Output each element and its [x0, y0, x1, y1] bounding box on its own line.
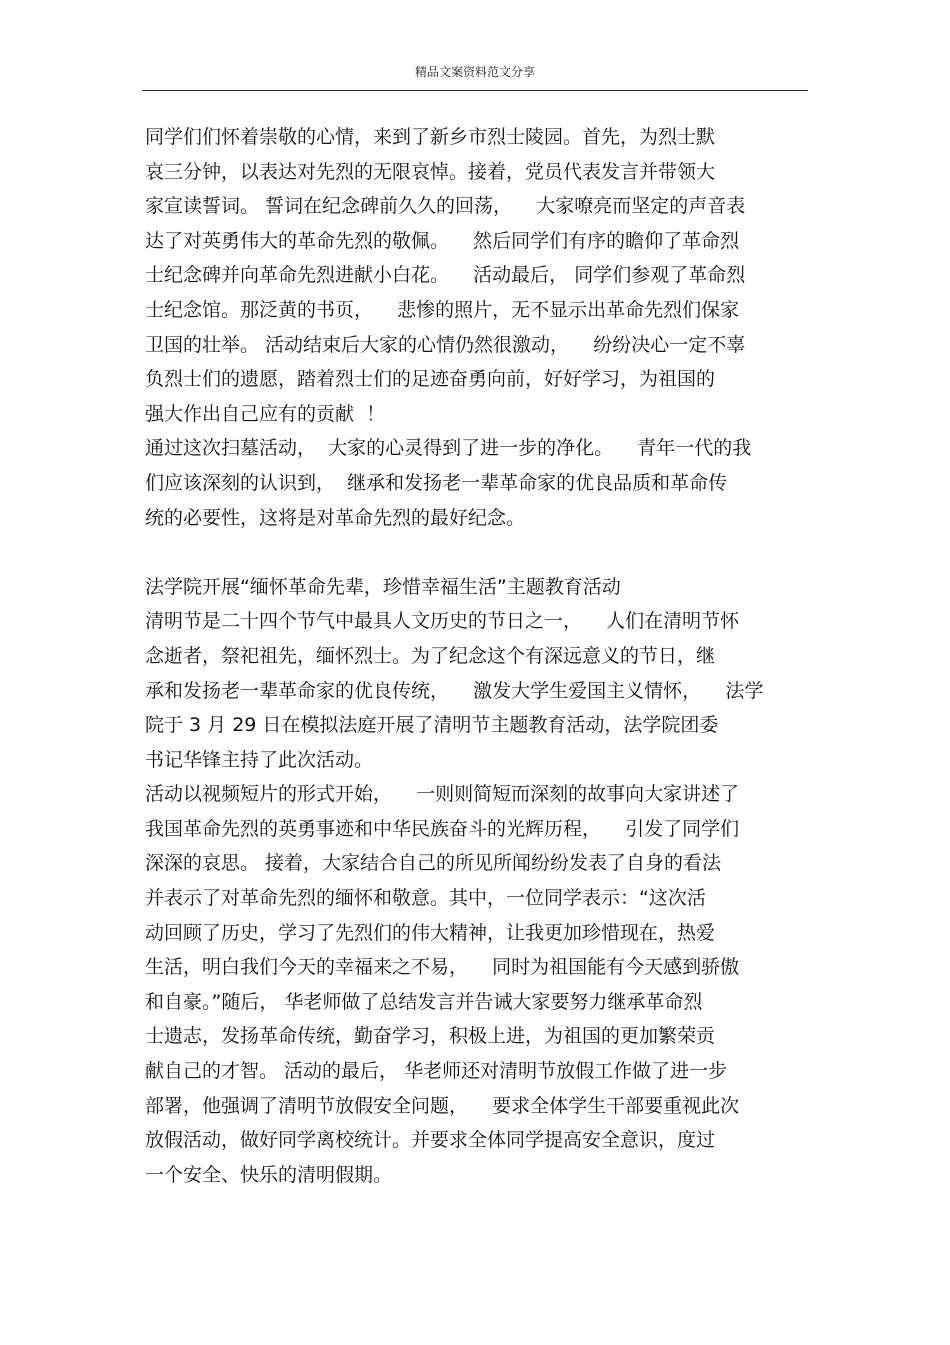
- text-line: 院于 3 月 29 日在模拟法庭开展了清明节主题教育活动，法学院团委: [145, 714, 719, 737]
- text-line: 家宣读誓词。 誓词在纪念碑前久久的回荡， 大家嘹亮而坚定的声音表: [145, 195, 746, 218]
- text-line: 书记华锋主持了此次活动。: [145, 748, 374, 771]
- text-line: 我国革命先烈的英勇事迹和中华民族奋斗的光辉历程， 引发了同学们: [145, 817, 740, 840]
- text-line: 统的必要性，这将是对革命先烈的最好纪念。: [145, 506, 526, 529]
- text-line: 们应该深刻的认识到， 继承和发扬老一辈革命家的优良品质和革命传: [145, 471, 728, 494]
- paragraph-qingming-intro: [145, 604, 815, 777]
- text-line: 念逝者，祭祀祖先，缅怀烈士。为了纪念这个有深远意义的节日，继: [145, 644, 716, 667]
- text-line: 同学们们怀着崇敬的心情，来到了新乡市烈士陵园。首先，为烈士默: [145, 126, 716, 148]
- text-line: 和自豪。”随后， 华老师做了总结发言并告诫大家要努力继承革命烈: [145, 990, 703, 1013]
- text-line: 放假活动，做好同学离校统计。并要求全体同学提高安全意识，度过: [145, 1129, 716, 1152]
- text-line: 清明节是二十四个节气中最具人文历史的节日之一， 人们在清明节怀: [145, 610, 740, 633]
- text-line: 生活，明白我们今天的幸福来之不易， 同时为祖国能有今天感到骄傲: [145, 956, 740, 979]
- text-line: 并表示了对革命先烈的缅怀和敬意。其中，一位同学表示：“这次活: [145, 887, 706, 910]
- text-line: 通过这次扫墓活动， 大家的心灵得到了进一步的净化。 青年一代的我: [145, 437, 752, 460]
- text-line: 活动以视频短片的形式开始， 一则则简短而深刻的故事向大家讲述了: [145, 783, 740, 806]
- text-line: 卫国的壮举。 活动结束后大家的心情仍然很激动， 纷纷决心一定不辜: [145, 333, 746, 356]
- paragraph-activity-details: [145, 777, 815, 1192]
- text-line: 强大作出自己应有的贡献 ！: [145, 402, 386, 425]
- text-line: 哀三分钟，以表达对先烈的无限哀悼。接着，党员代表发言并带领大: [145, 160, 716, 183]
- text-line: 士纪念碑并向革命先烈进献小白花。 活动最后， 同学们参观了革命烈: [145, 264, 746, 287]
- paragraph-spacer: [145, 535, 815, 570]
- text-line: 负烈士们的遗愿，踏着烈士们的足迹奋勇向前，好好学习，为祖国的: [145, 368, 716, 391]
- header-divider: [142, 90, 808, 91]
- text-line: 部署，他强调了清明节放假安全问题， 要求全体学生干部要重视此次: [145, 1094, 740, 1117]
- document-body: [145, 120, 815, 1192]
- page-header: 精品文案资料范文分享: [414, 65, 535, 79]
- text-line: 深深的哀思。 接着，大家结合自己的所见所闻纷纷发表了自身的看法: [145, 852, 722, 875]
- section-heading: [145, 570, 815, 605]
- text-line: 达了对英勇伟大的革命先烈的敬佩。 然后同学们有序的瞻仰了革命烈: [145, 229, 740, 252]
- text-line: 一个安全、快乐的清明假期。: [145, 1163, 393, 1186]
- text-line: 承和发扬老一辈革命家的优良传统， 激发大学生爱国主义情怀， 法学: [145, 679, 764, 702]
- paragraph-conclusion: [145, 431, 815, 535]
- paragraph-visit-cemetery: [145, 120, 815, 431]
- text-line: 士遗志，发扬革命传统，勤奋学习，积极上进，为祖国的更加繁荣贡: [145, 1025, 716, 1048]
- text-line: 士纪念馆。那泛黄的书页， 悲惨的照片，无不显示出革命先烈们保家: [145, 298, 740, 321]
- heading-line: 法学院开展“缅怀革命先辈，珍惜幸福生活”主题教育活动: [145, 575, 621, 598]
- text-line: 献自己的才智。 活动的最后， 华老师还对清明节放假工作做了进一步: [145, 1060, 728, 1083]
- text-line: 动回顾了历史，学习了先烈们的伟大精神，让我更加珍惜现在，热爱: [145, 921, 716, 944]
